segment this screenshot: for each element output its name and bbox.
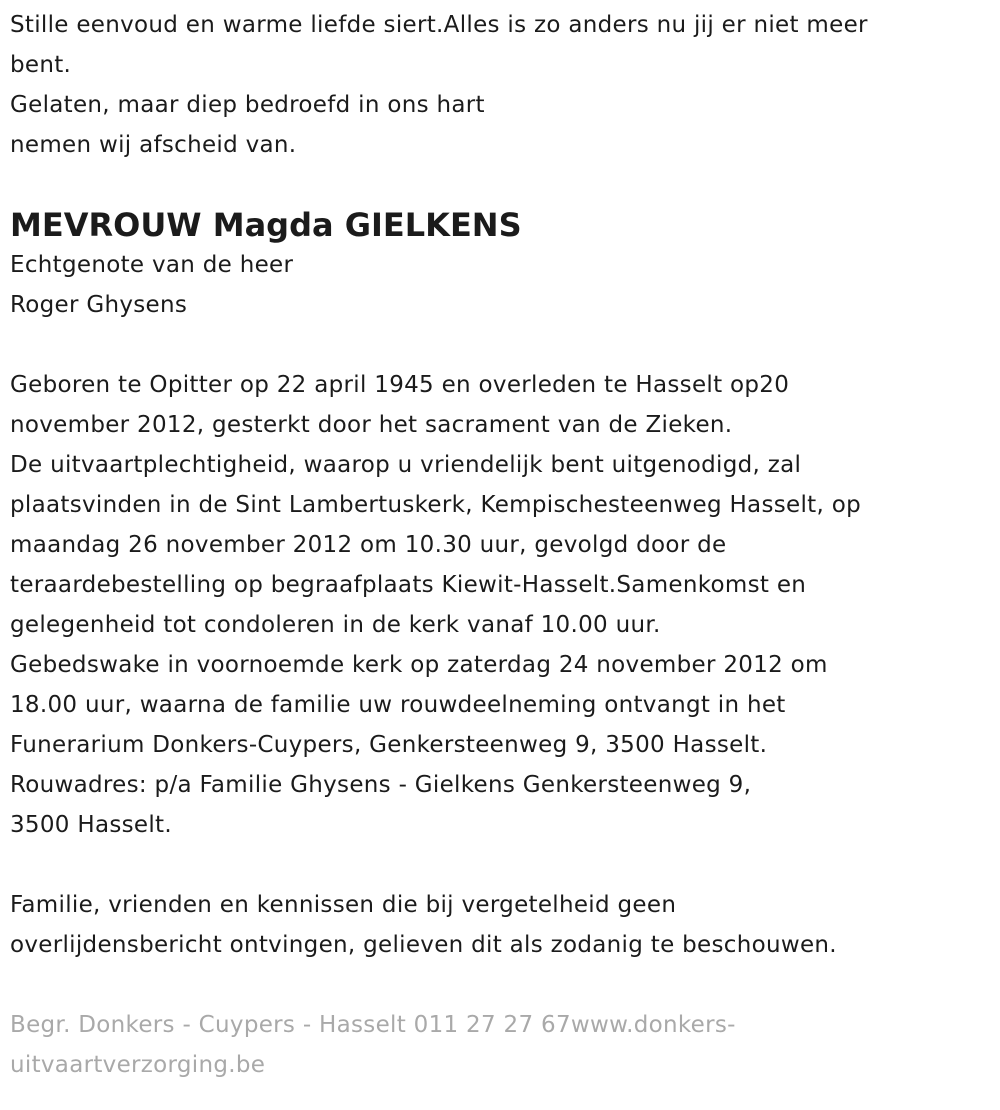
text-line: Geboren te Opitter op 22 april 1945 en overleden te Hasselt op20: [10, 372, 790, 398]
text-line: maandag 26 november 2012 om 10.30 uur, gevolgd door de: [10, 532, 727, 558]
notice-text: [10, 885, 995, 965]
spouse-text: [10, 245, 995, 325]
funeral-home-footer: [10, 1005, 995, 1085]
text-line: overlijdensbericht ontvingen, gelieven dit als zodanig te beschouwen.: [10, 932, 837, 958]
text-line: nemen wij afscheid van.: [10, 132, 297, 158]
details-text: [10, 365, 995, 845]
text-line: Funerarium Donkers-Cuypers, Genkersteenweg 9, 3500 Hasselt.: [10, 732, 768, 758]
obituary-document: [10, 5, 995, 1085]
text-line: De uitvaartplechtigheid, waarop u vriendelijk bent uitgenodigd, zal: [10, 452, 802, 478]
intro-text: [10, 5, 995, 165]
text-line: Familie, vrienden en kennissen die bij vergetelheid geen: [10, 892, 677, 918]
text-line: gelegenheid tot condoleren in de kerk vanaf 10.00 uur.: [10, 612, 661, 638]
text-line: 18.00 uur, waarna de familie uw rouwdeelneming ontvangt in het: [10, 692, 786, 718]
text-line: uitvaartverzorging.be: [10, 1052, 266, 1078]
text-line: Echtgenote van de heer: [10, 252, 294, 278]
text-line: Rouwadres: p/a Familie Ghysens - Gielkens Genkersteenweg 9,: [10, 772, 752, 798]
text-line: Begr. Donkers - Cuypers - Hasselt 011 27 27 67www.donkers-: [10, 1012, 736, 1038]
text-line: Stille eenvoud en warme liefde siert.Alles is zo anders nu jij er niet meer: [10, 12, 868, 38]
text-line: november 2012, gesterkt door het sacrament van de Zieken.: [10, 412, 733, 438]
text-line: Gebedswake in voornoemde kerk op zaterdag 24 november 2012 om: [10, 652, 828, 678]
text-line: Gelaten, maar diep bedroefd in ons hart: [10, 92, 485, 118]
text-line: 3500 Hasselt.: [10, 812, 172, 838]
text-line: bent.: [10, 52, 72, 78]
deceased-name-heading: MEVROUW Magda GIELKENS: [10, 206, 522, 244]
text-line: teraardebestelling op begraafplaats Kiewit-Hasselt.Samenkomst en: [10, 572, 807, 598]
text-line: plaatsvinden in de Sint Lambertuskerk, Kempischesteenweg Hasselt, op: [10, 492, 861, 518]
text-line: Roger Ghysens: [10, 292, 188, 318]
